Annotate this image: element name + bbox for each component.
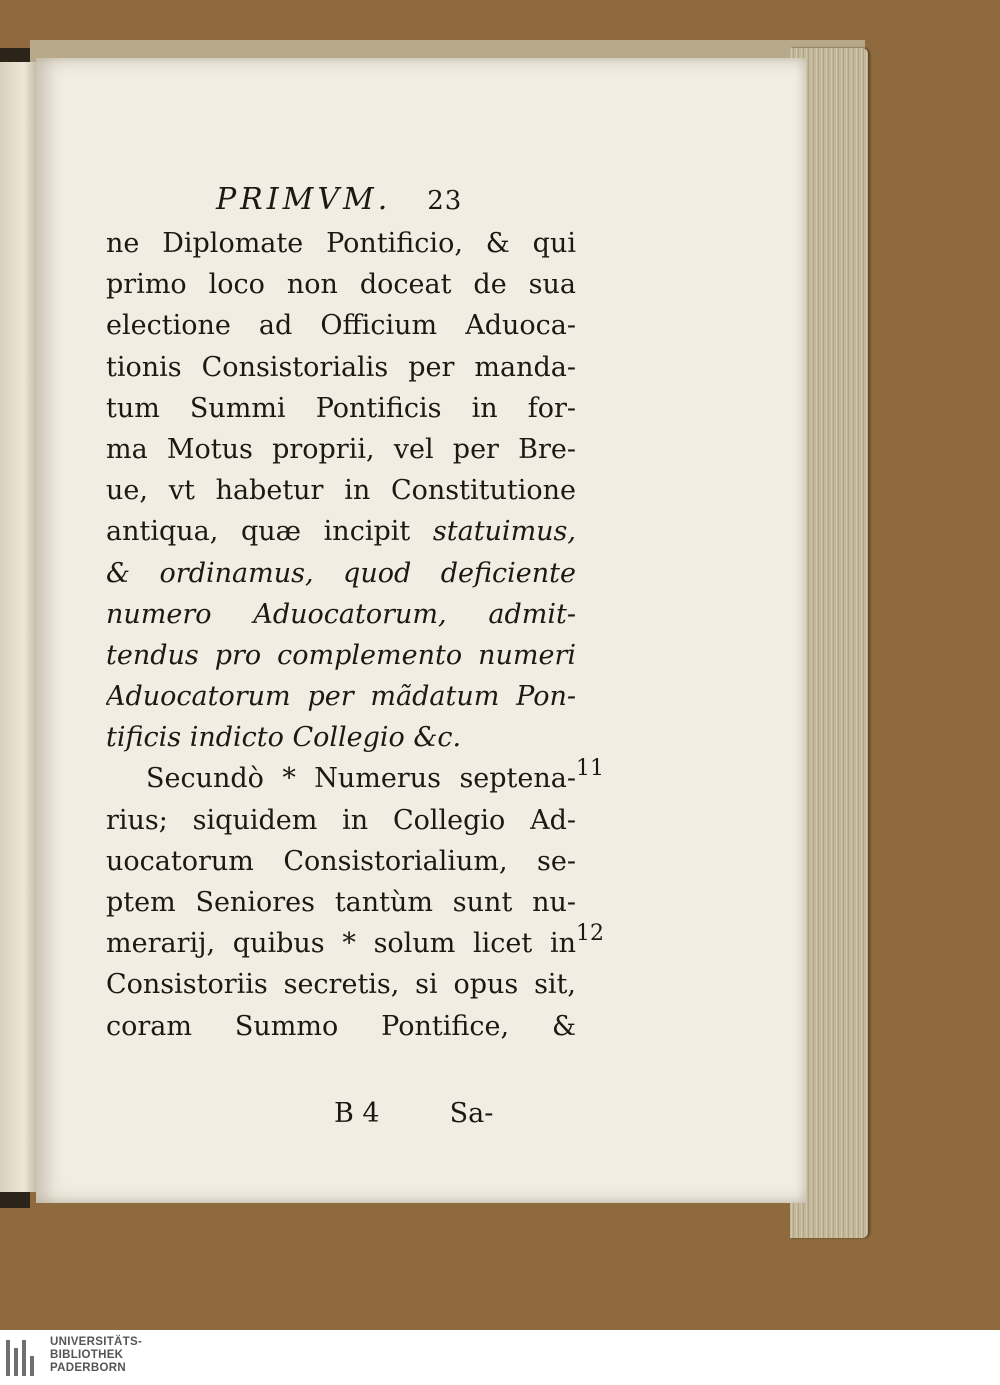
text-line: ptem Seniores tantùm sunt nu- [106, 887, 576, 918]
text-line: Consistoriis secretis, si opus sit, [106, 969, 576, 1001]
body-text [106, 223, 576, 1047]
logo-line: BIBLIOTHEK [50, 1349, 124, 1361]
marginal-note-12: 12 [576, 921, 604, 946]
text-line: ne Diplomate Pontificio, & qui [106, 228, 576, 259]
page-number: 23 [427, 186, 463, 216]
text-line: Secundò * Numerus septena- [146, 763, 576, 795]
signature-mark: B 4 [334, 1098, 380, 1129]
text-line: & ordinamus, quod deficiente [106, 557, 576, 589]
marginal-note-11: 11 [576, 756, 604, 781]
text-line: Aduocatorum per mãdatum Pon- [106, 681, 576, 713]
text-line: merarij, quibus * solum licet in [106, 928, 576, 960]
text-line: primo loco non doceat de sua [106, 269, 576, 301]
text-line: numero Aduocatorum, admit- [106, 598, 576, 630]
library-logo-text [50, 1336, 142, 1375]
book-page [36, 58, 806, 1203]
running-head [216, 182, 616, 217]
text-line: tendus pro complemento numeri [106, 639, 576, 671]
signature-line [334, 1098, 493, 1129]
text-line: rius; siquidem in Collegio Ad- [106, 804, 576, 836]
text-line: ue, vt habetur in Constitutione [106, 475, 576, 507]
catchword: Sa- [449, 1098, 494, 1129]
logo-line: PADERBORN [50, 1362, 126, 1374]
text-line: uocatorum Consistorialium, se- [106, 845, 576, 877]
logo-line: UNIVERSITÄTS- [50, 1336, 143, 1348]
text-line: coram Summo Pontifice, & [106, 1010, 576, 1042]
library-logo-icon [6, 1340, 42, 1376]
text-line: electione ad Officium Aduoca- [106, 310, 576, 342]
text-line: ma Motus proprii, vel per Bre- [106, 433, 576, 465]
text-line: tum Summi Pontificis in for- [106, 392, 576, 424]
running-head-title: PRIMVM. [216, 182, 392, 217]
library-footer [0, 1330, 1000, 1385]
text-line: antiqua, quæ incipit statuimus, [106, 516, 576, 548]
text-line: tificis indicto Collegio &c. [106, 722, 462, 754]
text-line: tionis Consistorialis per manda- [106, 351, 576, 383]
